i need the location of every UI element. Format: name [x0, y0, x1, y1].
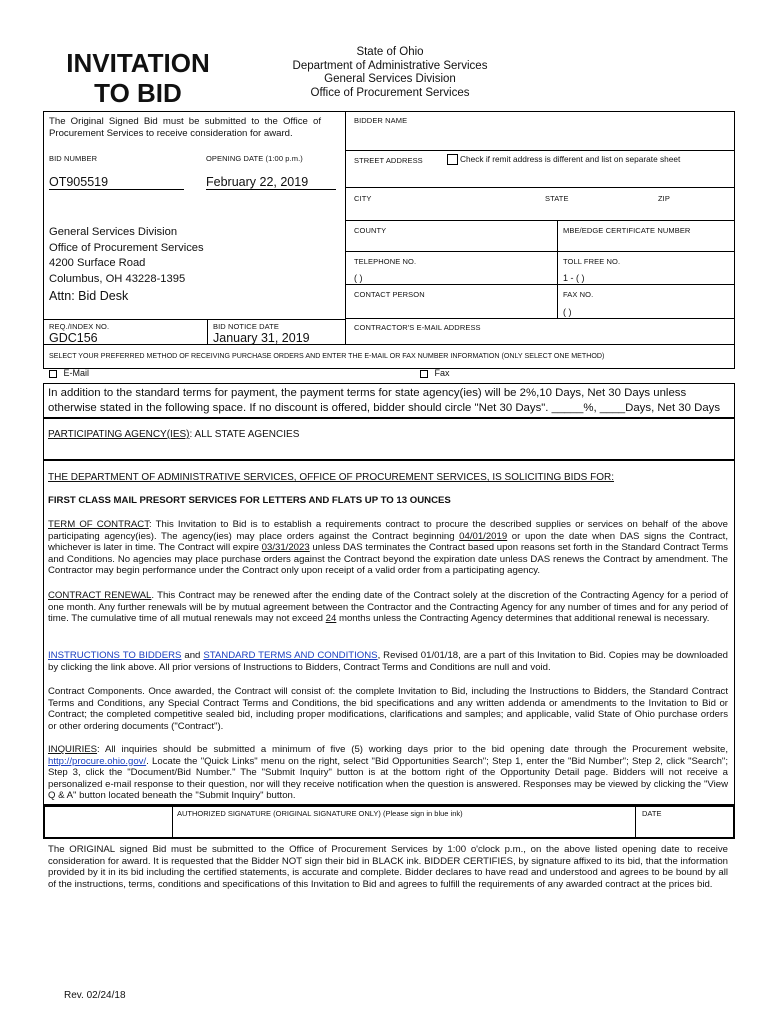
method-label: SELECT YOUR PREFERRED METHOD OF RECEIVING PURCHASE ORDERS AND ENTER THE E-MAIL OR FAX NUMBER INFORMATION (ONLY SELECT ONE METHOD)	[49, 352, 605, 360]
req-index-label: REQ./INDEX NO.	[49, 322, 110, 331]
agency-line: State of Ohio	[356, 46, 424, 58]
expire-date: 03/31/2023	[261, 542, 310, 554]
bid-notice-value: January 31, 2019	[213, 331, 310, 345]
street-address-field[interactable]	[350, 168, 730, 185]
renewal-months: 24	[325, 613, 337, 625]
email-option[interactable]	[49, 368, 89, 378]
contract-renewal	[48, 590, 728, 625]
bid-number-label: BID NUMBER	[49, 154, 98, 163]
soliciting-line: THE DEPARTMENT OF ADMINISTRATIVE SERVICES, OFFICE OF PROCUREMENT SERVICES, IS SOLICITING BIDS FOR:	[48, 472, 615, 483]
date-field[interactable]	[640, 820, 730, 836]
email-option-label: E-Mail	[63, 368, 90, 378]
mbe-label: MBE/EDGE CERTIFICATE NUMBER	[563, 226, 691, 235]
toll-free-field[interactable]: 1 - ( )	[563, 273, 585, 283]
fax-field[interactable]: ( )	[563, 307, 572, 317]
email-checkbox[interactable]	[49, 370, 57, 378]
address-line: Office of Procurement Services	[49, 241, 204, 254]
instructions-text: and	[181, 650, 204, 661]
opening-date-label: OPENING DATE (1:00 p.m.)	[206, 154, 303, 163]
address-line: 4200 Surface Road	[49, 257, 146, 269]
telephone-label: TELEPHONE NO.	[354, 257, 417, 266]
inquiries-paragraph	[48, 744, 728, 802]
signature-field[interactable]	[176, 820, 631, 836]
req-index-value: GDC156	[49, 331, 98, 345]
renewal-heading: CONTRACT RENEWAL	[48, 590, 152, 601]
title-line-2: TO BID	[94, 78, 182, 108]
term-text: or upon the date when DAS signs the Contract, whichever is later in time. The Contract will expire	[48, 530, 728, 554]
instructions-paragraph	[48, 650, 728, 673]
contact-person-label: CONTACT PERSON	[354, 290, 425, 299]
agency-block	[270, 46, 510, 100]
document-title	[48, 48, 228, 108]
bidder-name-label: BIDDER NAME	[354, 116, 408, 125]
agency-line: Office of Procurement Services	[310, 86, 470, 99]
state-label: STATE	[545, 194, 569, 203]
attn-line: Attn: Bid Desk	[49, 289, 129, 303]
remit-address-text: Check if remit address is different and list on separate sheet	[460, 154, 681, 164]
participating-label: PARTICIPATING AGENCY(IES)	[48, 429, 190, 440]
county-label: COUNTY	[354, 226, 387, 235]
renewal-text: months unless the Contracting Agency determines that additional renewal is necessary.	[336, 613, 710, 625]
renewal-text: . This Contract may be renewed after the ending date of the Contract solely at the discretion of the Contracting Agency for a period of one month. Any further renewals will be by mutual agreement between the Contractor and the Contracting Agency for any number of times and for any period of time. The cumulative time of all mutual renewals may not exceed	[48, 590, 729, 625]
mailing-address	[49, 225, 204, 287]
remit-address-checkbox[interactable]	[447, 154, 458, 165]
date-label: DATE	[642, 809, 662, 818]
signature-label: AUTHORIZED SIGNATURE (ORIGINAL SIGNATURE ONLY) (Please sign in blue ink)	[177, 809, 463, 818]
zip-label: ZIP	[658, 194, 670, 203]
participating-value: : ALL STATE AGENCIES	[189, 429, 300, 440]
city-label: CITY	[354, 194, 372, 203]
start-date: 04/01/2019	[459, 530, 508, 542]
inquiries-heading: INQUIRIES	[48, 744, 98, 755]
fax-label: FAX NO.	[563, 290, 594, 299]
revision-date: Rev. 02/24/18	[64, 990, 126, 1001]
procurement-website-link[interactable]: http://procure.ohio.gov/	[48, 755, 147, 767]
inquiries-text: . Locate the "Quick Links" menu on the right, select "Bid Opportunities Search"; Step 1, enter the "Bid Number"; Step 2, click "Search"; Step 3, click the "Document/Bid Number." The "Submit Inquiry" button is at the bottom right of the Opportunity Detail page. Bidders will not receive a personalized e-mail response to their question, nor will they receive notification when the question is answered. Responses may be viewed by clicking the "View Q & A" button located beneath the "Submit Inquiry" button.	[48, 755, 728, 802]
street-address-label: STREET ADDRESS	[354, 156, 423, 165]
opening-date: February 22, 2019	[206, 175, 309, 189]
term-text: : This Invitation to Bid is to establish a requirements contract to procure the described supplies or services on behalf of the above participating agency(ies). The agency(ies) may place orders against the Contract beginning	[48, 519, 728, 542]
fax-option[interactable]	[420, 368, 450, 378]
instructions-text: , Revised 01/01/18, are a part of this Invitation to Bid. Copies may be downloaded by clicking the link above. All prior versions of Instructions to Bidders, Contract Terms and Conditions are null and void.	[48, 650, 728, 673]
instructions-link[interactable]: INSTRUCTIONS TO BIDDERS	[48, 650, 182, 661]
title-line-1: INVITATION	[66, 48, 210, 78]
agency-line: General Services Division	[324, 73, 456, 85]
inquiries-text: : All inquiries should be submitted a minimum of five (5) working days prior to the bid opening date through the Procurement website,	[97, 744, 728, 755]
bidder-name-field[interactable]	[350, 126, 730, 148]
participating-agencies	[48, 429, 299, 440]
term-of-contract	[48, 519, 728, 577]
term-heading: TERM OF CONTRACT	[48, 519, 150, 530]
contract-components: Contract Components. Once awarded, the Contract will consist of: the complete Invitation to Bid, including the Instructions to Bidders, the Standard Contract Terms and Conditions, any Special Contract Terms and Conditions, the bid specifications and any written addenda or amendments to the Invitation to Bid or Contract; the completed competitive sealed bid, including proper modifications, clarifications and samples; and applicable, valid State of Ohio purchase orders or other ordering documents ("Contract").	[48, 686, 728, 732]
address-line: General Services Division	[49, 226, 178, 238]
address-line: Columbus, OH 43228-1395	[49, 272, 186, 285]
bid-number: OT905519	[49, 175, 109, 189]
term-text: unless DAS terminates the Contract based upon reasons set forth in the Standard Contract Terms and Conditions. No agencies may place purchase orders against the Contract beyond the expiration date unless DAS renews the Contract by amendment. The Contractor may begin performance under the Contract only upon receipt of a valid order from a participating agency.	[48, 542, 728, 577]
certification-text: The ORIGINAL signed Bid must be submitted to the Office of Procurement Services by 1:00 o'clock p.m., on the above listed opening date to receive consideration for award. It is requested that the Bidder NOT sign their bid in BLACK ink. BIDDER CERTIFIES, by signature affixed to its bid, that the information provided by it in its bid including the certified statements, is accurate and complete. Bidder declares to have read and understood and agrees to be bound by all of the instructions, terms, conditions and specifications of this Invitation to Bid and agrees to fulfill the requirements of any awarded contract at the prices bid.	[48, 844, 728, 890]
telephone-field[interactable]: ( )	[354, 273, 363, 283]
submit-note: The Original Signed Bid must be submitted to the Office of Procurement Services to receive consideration for award.	[49, 116, 321, 139]
subject-line: FIRST CLASS MAIL PRESORT SERVICES FOR LETTERS AND FLATS UP TO 13 OUNCES	[48, 495, 451, 506]
standard-terms-link[interactable]: STANDARD TERMS AND CONDITIONS	[203, 650, 378, 661]
fax-checkbox[interactable]	[420, 370, 428, 378]
agency-line: Department of Administrative Services	[292, 59, 488, 72]
email-address-label: CONTRACTOR'S E-MAIL ADDRESS	[354, 323, 481, 332]
payment-terms: In addition to the standard terms for payment, the payment terms for state agency(ies) will be 2%,10 Days, Net 30 Days unless otherwise stated in the following space. If no discount is offered, bidder should circle "Net 30 Days". _____%, ____Days, Net 30 Days	[48, 387, 721, 414]
city-state-zip-field[interactable]	[350, 203, 730, 218]
toll-free-label: TOLL FREE NO.	[563, 257, 621, 266]
fax-option-label: Fax	[434, 368, 450, 378]
bid-notice-label: BID NOTICE DATE	[213, 322, 279, 331]
